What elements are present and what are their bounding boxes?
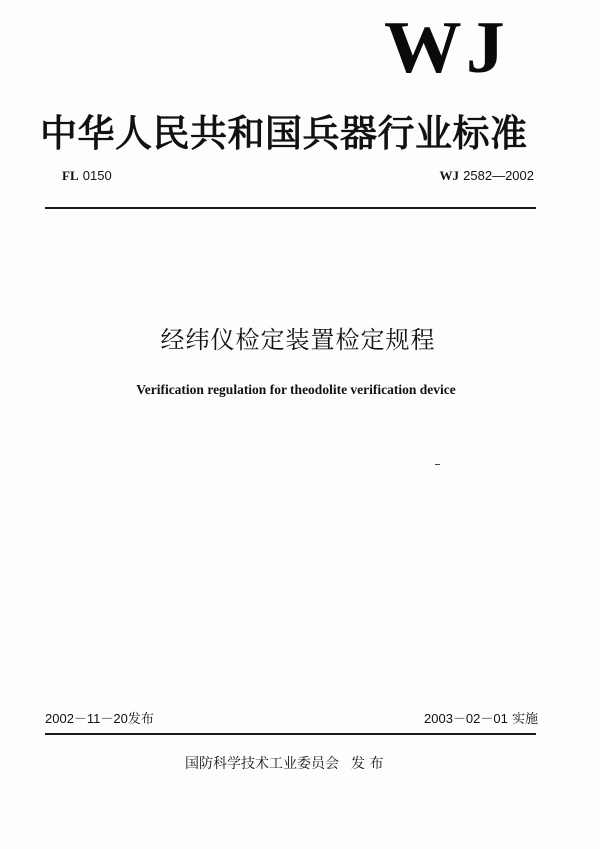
issuer-name: 国防科学技术工业委员会 [185, 756, 339, 772]
effective-date: 2003－02－01 [424, 711, 508, 726]
classification-prefix: FL [62, 168, 79, 183]
classification-code [62, 168, 112, 185]
document-title-cn: 经纬仪检定装置检定规程 [160, 326, 436, 354]
issuer-action: 发 布 [351, 756, 384, 772]
footer-divider [45, 733, 536, 735]
issuer-line [185, 755, 383, 773]
wj-logo: WJ [384, 7, 509, 89]
standard-prefix: WJ [439, 168, 460, 183]
effective-date-block [424, 711, 538, 728]
effective-label: 实施 [511, 712, 538, 727]
standard-code [440, 168, 534, 185]
header-divider [45, 207, 536, 209]
scan-speck [435, 464, 440, 465]
classification-number: 0150 [82, 168, 112, 183]
issue-date: 2002－11－20 [45, 711, 128, 726]
document-title-en: Verification regulation for theodolite verification device [136, 382, 456, 397]
issue-date-block [45, 711, 154, 728]
standard-category-title: 中华人民共和国兵器行业标准 [40, 112, 528, 155]
issue-label: 发布 [127, 712, 154, 727]
standard-number: 2582—2002 [463, 168, 534, 183]
